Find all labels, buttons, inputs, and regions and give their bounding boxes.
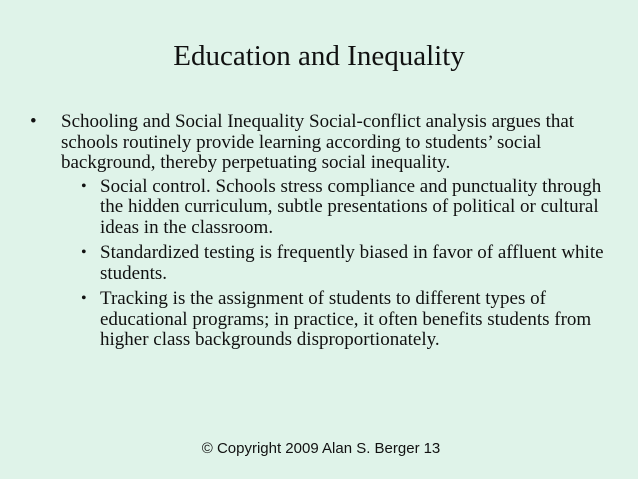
bullet-main-text: Schooling and Social Inequality Social-conflict analysis argues that schools routinely provide learning according to students’ social background, thereby perpetuating social inequality. xyxy=(61,111,575,173)
sub-bullet-social-control xyxy=(73,177,620,239)
sub-bullet-standardized-testing xyxy=(73,243,620,284)
sub-bullet-list xyxy=(61,177,620,351)
slide-title: Education and Inequality xyxy=(173,40,465,72)
bullet-main xyxy=(30,112,620,351)
sub-bullet-text: Social control. Schools stress compliance and punctuality through the hidden curriculum, subtle presentations of political or cultural ideas in the classroom. xyxy=(100,175,602,238)
bullet-marker: • xyxy=(30,111,37,132)
bullet-list xyxy=(30,112,620,356)
slide-footer xyxy=(0,440,638,458)
sub-bullet-text: Standardized testing is frequently biased in favor of affluent white students. xyxy=(100,242,604,284)
sub-bullet-tracking xyxy=(73,289,620,351)
sub-bullet-marker: • xyxy=(81,177,87,195)
sub-bullet-marker: • xyxy=(81,244,87,261)
sub-bullet-text: Tracking is the assignment of students to different types of educational programs; in practice, it often benefits students from higher class backgrounds disproportionately. xyxy=(100,288,592,350)
copyright-text: © Copyright 2009 Alan S. Berger xyxy=(201,440,420,457)
page-number: 13 xyxy=(423,440,441,457)
sub-bullet-marker: • xyxy=(81,290,87,307)
